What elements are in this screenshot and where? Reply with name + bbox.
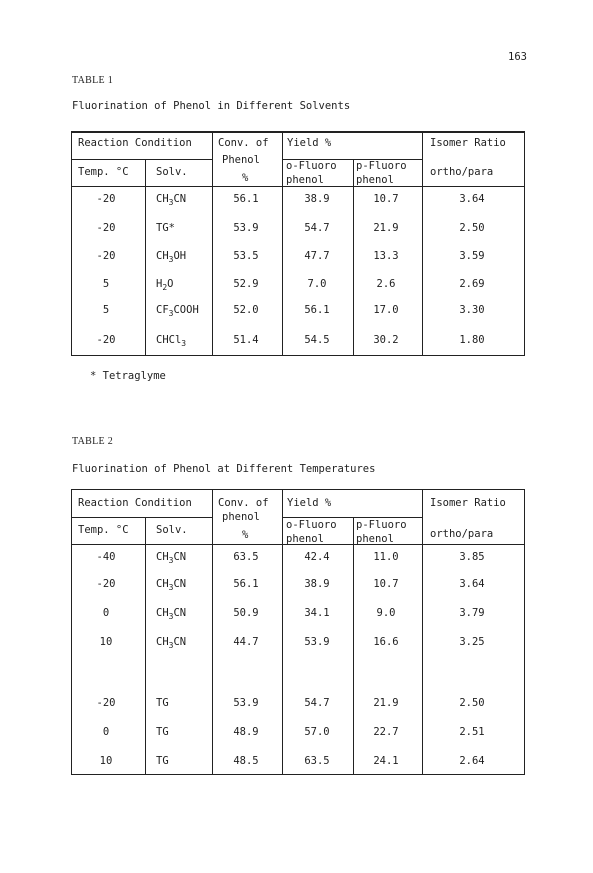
p-cell: 17.0 <box>373 304 399 316</box>
temp-cell: 0 <box>102 607 110 619</box>
solvent-cell <box>156 334 186 346</box>
table2-header-percent: % <box>242 529 249 541</box>
o-cell: 38.9 <box>304 193 330 205</box>
table1-header-o-fluoro: o-Fluoro <box>286 160 337 172</box>
table2-header-o-phenol: phenol <box>286 533 324 545</box>
p-cell: 21.9 <box>373 697 399 709</box>
page-number: 163 <box>508 51 527 63</box>
solvent-cell <box>156 222 175 234</box>
solvent-cell <box>156 697 169 709</box>
solvent-text-suffix: O <box>167 278 174 290</box>
o-cell: 54.5 <box>304 334 330 346</box>
table2-header-phenol: phenol <box>222 511 260 523</box>
solvent-text-suffix: CN <box>173 636 187 648</box>
solvent-cell <box>156 250 186 262</box>
solvent-text-suffix: CN <box>173 193 187 205</box>
table1-header-ortho-para: ortho/para <box>430 166 494 178</box>
solvent-text-suffix: COOH <box>173 304 199 316</box>
table2-header-p-phenol: phenol <box>356 533 394 545</box>
temp-cell: 10 <box>99 636 113 648</box>
table2-header-reaction-condition: Reaction Condition <box>78 497 192 509</box>
temp-cell: -40 <box>96 551 116 563</box>
conv-cell: 48.5 <box>233 755 259 767</box>
table2-header-ortho-para: ortho/para <box>430 528 494 540</box>
solvent-cell <box>156 193 186 205</box>
p-cell: 13.3 <box>373 250 399 262</box>
p-cell: 21.9 <box>373 222 399 234</box>
temp-cell: 5 <box>102 304 110 316</box>
solvent-cell <box>156 278 173 290</box>
ratio-cell: 3.64 <box>459 193 485 205</box>
p-cell: 9.0 <box>376 607 396 619</box>
p-cell: 24.1 <box>373 755 399 767</box>
solvent-text-suffix: OH <box>173 250 187 262</box>
temp-cell: -20 <box>96 193 116 205</box>
table1-header-reaction-condition: Reaction Condition <box>78 137 192 149</box>
table2-header-yield: Yield % <box>287 497 332 509</box>
solvent-text: CH <box>156 607 169 619</box>
solvent-text: CF <box>156 304 169 316</box>
table2-header-o-fluoro: o-Fluoro <box>286 519 337 531</box>
solvent-text: CH <box>156 578 169 590</box>
table1-header-temp: Temp. °C <box>78 166 129 178</box>
solvent-cell <box>156 636 186 648</box>
table1-header-percent: % <box>242 172 249 184</box>
table1-header-yield: Yield % <box>287 137 332 149</box>
solvent-text: CH <box>156 551 169 563</box>
o-cell: 56.1 <box>304 304 330 316</box>
ratio-cell: 2.51 <box>459 726 485 738</box>
ratio-cell: 3.64 <box>459 578 485 590</box>
o-cell: 57.0 <box>304 726 330 738</box>
solvent-text: TG <box>156 726 169 738</box>
table1-header-p-fluoro: p-Fluoro <box>356 160 407 172</box>
temp-cell: -20 <box>96 250 116 262</box>
conv-cell: 53.9 <box>233 222 259 234</box>
conv-cell: 50.9 <box>233 607 259 619</box>
temp-cell: 0 <box>102 726 110 738</box>
table2-header-solv: Solv. <box>156 524 188 536</box>
solvent-cell <box>156 607 186 619</box>
table1-title: Fluorination of Phenol in Different Solvents <box>72 100 351 112</box>
table2-title: Fluorination of Phenol at Different Temperatures <box>72 463 376 475</box>
conv-cell: 56.1 <box>233 193 259 205</box>
solvent-text: TG <box>156 697 169 709</box>
o-cell: 42.4 <box>304 551 330 563</box>
conv-cell: 44.7 <box>233 636 259 648</box>
o-cell: 34.1 <box>304 607 330 619</box>
solvent-text: TG* <box>156 222 175 234</box>
ratio-cell: 2.50 <box>459 222 485 234</box>
solvent-text: CH <box>156 636 169 648</box>
conv-cell: 56.1 <box>233 578 259 590</box>
temp-cell: 5 <box>102 278 110 290</box>
solvent-text: CH <box>156 193 169 205</box>
solvent-text-suffix: CN <box>173 551 187 563</box>
p-cell: 11.0 <box>373 551 399 563</box>
solvent-subscript: 3 <box>168 612 174 621</box>
o-cell: 54.7 <box>304 222 330 234</box>
conv-cell: 51.4 <box>233 334 259 346</box>
temp-cell: -20 <box>96 222 116 234</box>
table1-header-isomer-ratio: Isomer Ratio <box>430 137 506 149</box>
solvent-subscript: 3 <box>168 309 174 318</box>
solvent-text: H <box>156 278 163 290</box>
table1-header-p-phenol: phenol <box>356 174 394 186</box>
ratio-cell: 3.59 <box>459 250 485 262</box>
table2-header-isomer-ratio: Isomer Ratio <box>430 497 506 509</box>
table1-header-solv: Solv. <box>156 166 188 178</box>
solvent-subscript: 2 <box>162 283 168 292</box>
solvent-subscript: 3 <box>181 339 187 348</box>
o-cell: 38.9 <box>304 578 330 590</box>
temp-cell: -20 <box>96 334 116 346</box>
o-cell: 53.9 <box>304 636 330 648</box>
table2-header-temp: Temp. °C <box>78 524 129 536</box>
solvent-text: TG <box>156 755 169 767</box>
table2-header-p-fluoro: p-Fluoro <box>356 519 407 531</box>
conv-cell: 48.9 <box>233 726 259 738</box>
solvent-text-suffix: CN <box>173 578 187 590</box>
solvent-subscript: 3 <box>168 583 174 592</box>
table1-header-phenol: Phenol <box>222 154 260 166</box>
ratio-cell: 3.85 <box>459 551 485 563</box>
p-cell: 22.7 <box>373 726 399 738</box>
p-cell: 16.6 <box>373 636 399 648</box>
solvent-cell <box>156 755 169 767</box>
table1-header-conv: Conv. of <box>218 137 269 149</box>
ratio-cell: 3.25 <box>459 636 485 648</box>
solvent-text: CH <box>156 250 169 262</box>
solvent-subscript: 3 <box>168 556 174 565</box>
solvent-subscript: 3 <box>168 641 174 650</box>
temp-cell: 10 <box>99 755 113 767</box>
o-cell: 63.5 <box>304 755 330 767</box>
solvent-cell <box>156 304 199 316</box>
conv-cell: 63.5 <box>233 551 259 563</box>
p-cell: 10.7 <box>373 578 399 590</box>
p-cell: 2.6 <box>376 278 396 290</box>
conv-cell: 53.5 <box>233 250 259 262</box>
solvent-cell <box>156 726 169 738</box>
table1-footnote: * Tetraglyme <box>90 370 166 382</box>
solvent-cell <box>156 578 186 590</box>
temp-cell: -20 <box>96 578 116 590</box>
solvent-text: CHCl <box>156 334 182 346</box>
table1-label: TABLE 1 <box>72 75 114 86</box>
ratio-cell: 2.50 <box>459 697 485 709</box>
solvent-text-suffix: CN <box>173 607 187 619</box>
conv-cell: 53.9 <box>233 697 259 709</box>
o-cell: 7.0 <box>307 278 327 290</box>
solvent-cell <box>156 551 186 563</box>
o-cell: 47.7 <box>304 250 330 262</box>
ratio-cell: 3.30 <box>459 304 485 316</box>
table1-header-o-phenol: phenol <box>286 174 324 186</box>
ratio-cell: 1.80 <box>459 334 485 346</box>
ratio-cell: 2.64 <box>459 755 485 767</box>
o-cell: 54.7 <box>304 697 330 709</box>
ratio-cell: 2.69 <box>459 278 485 290</box>
temp-cell: -20 <box>96 697 116 709</box>
conv-cell: 52.9 <box>233 278 259 290</box>
table2-header-conv: Conv. of <box>218 497 269 509</box>
p-cell: 10.7 <box>373 193 399 205</box>
ratio-cell: 3.79 <box>459 607 485 619</box>
table2-label: TABLE 2 <box>72 436 114 447</box>
solvent-subscript: 3 <box>168 198 174 207</box>
conv-cell: 52.0 <box>233 304 259 316</box>
solvent-subscript: 3 <box>168 255 174 264</box>
p-cell: 30.2 <box>373 334 399 346</box>
